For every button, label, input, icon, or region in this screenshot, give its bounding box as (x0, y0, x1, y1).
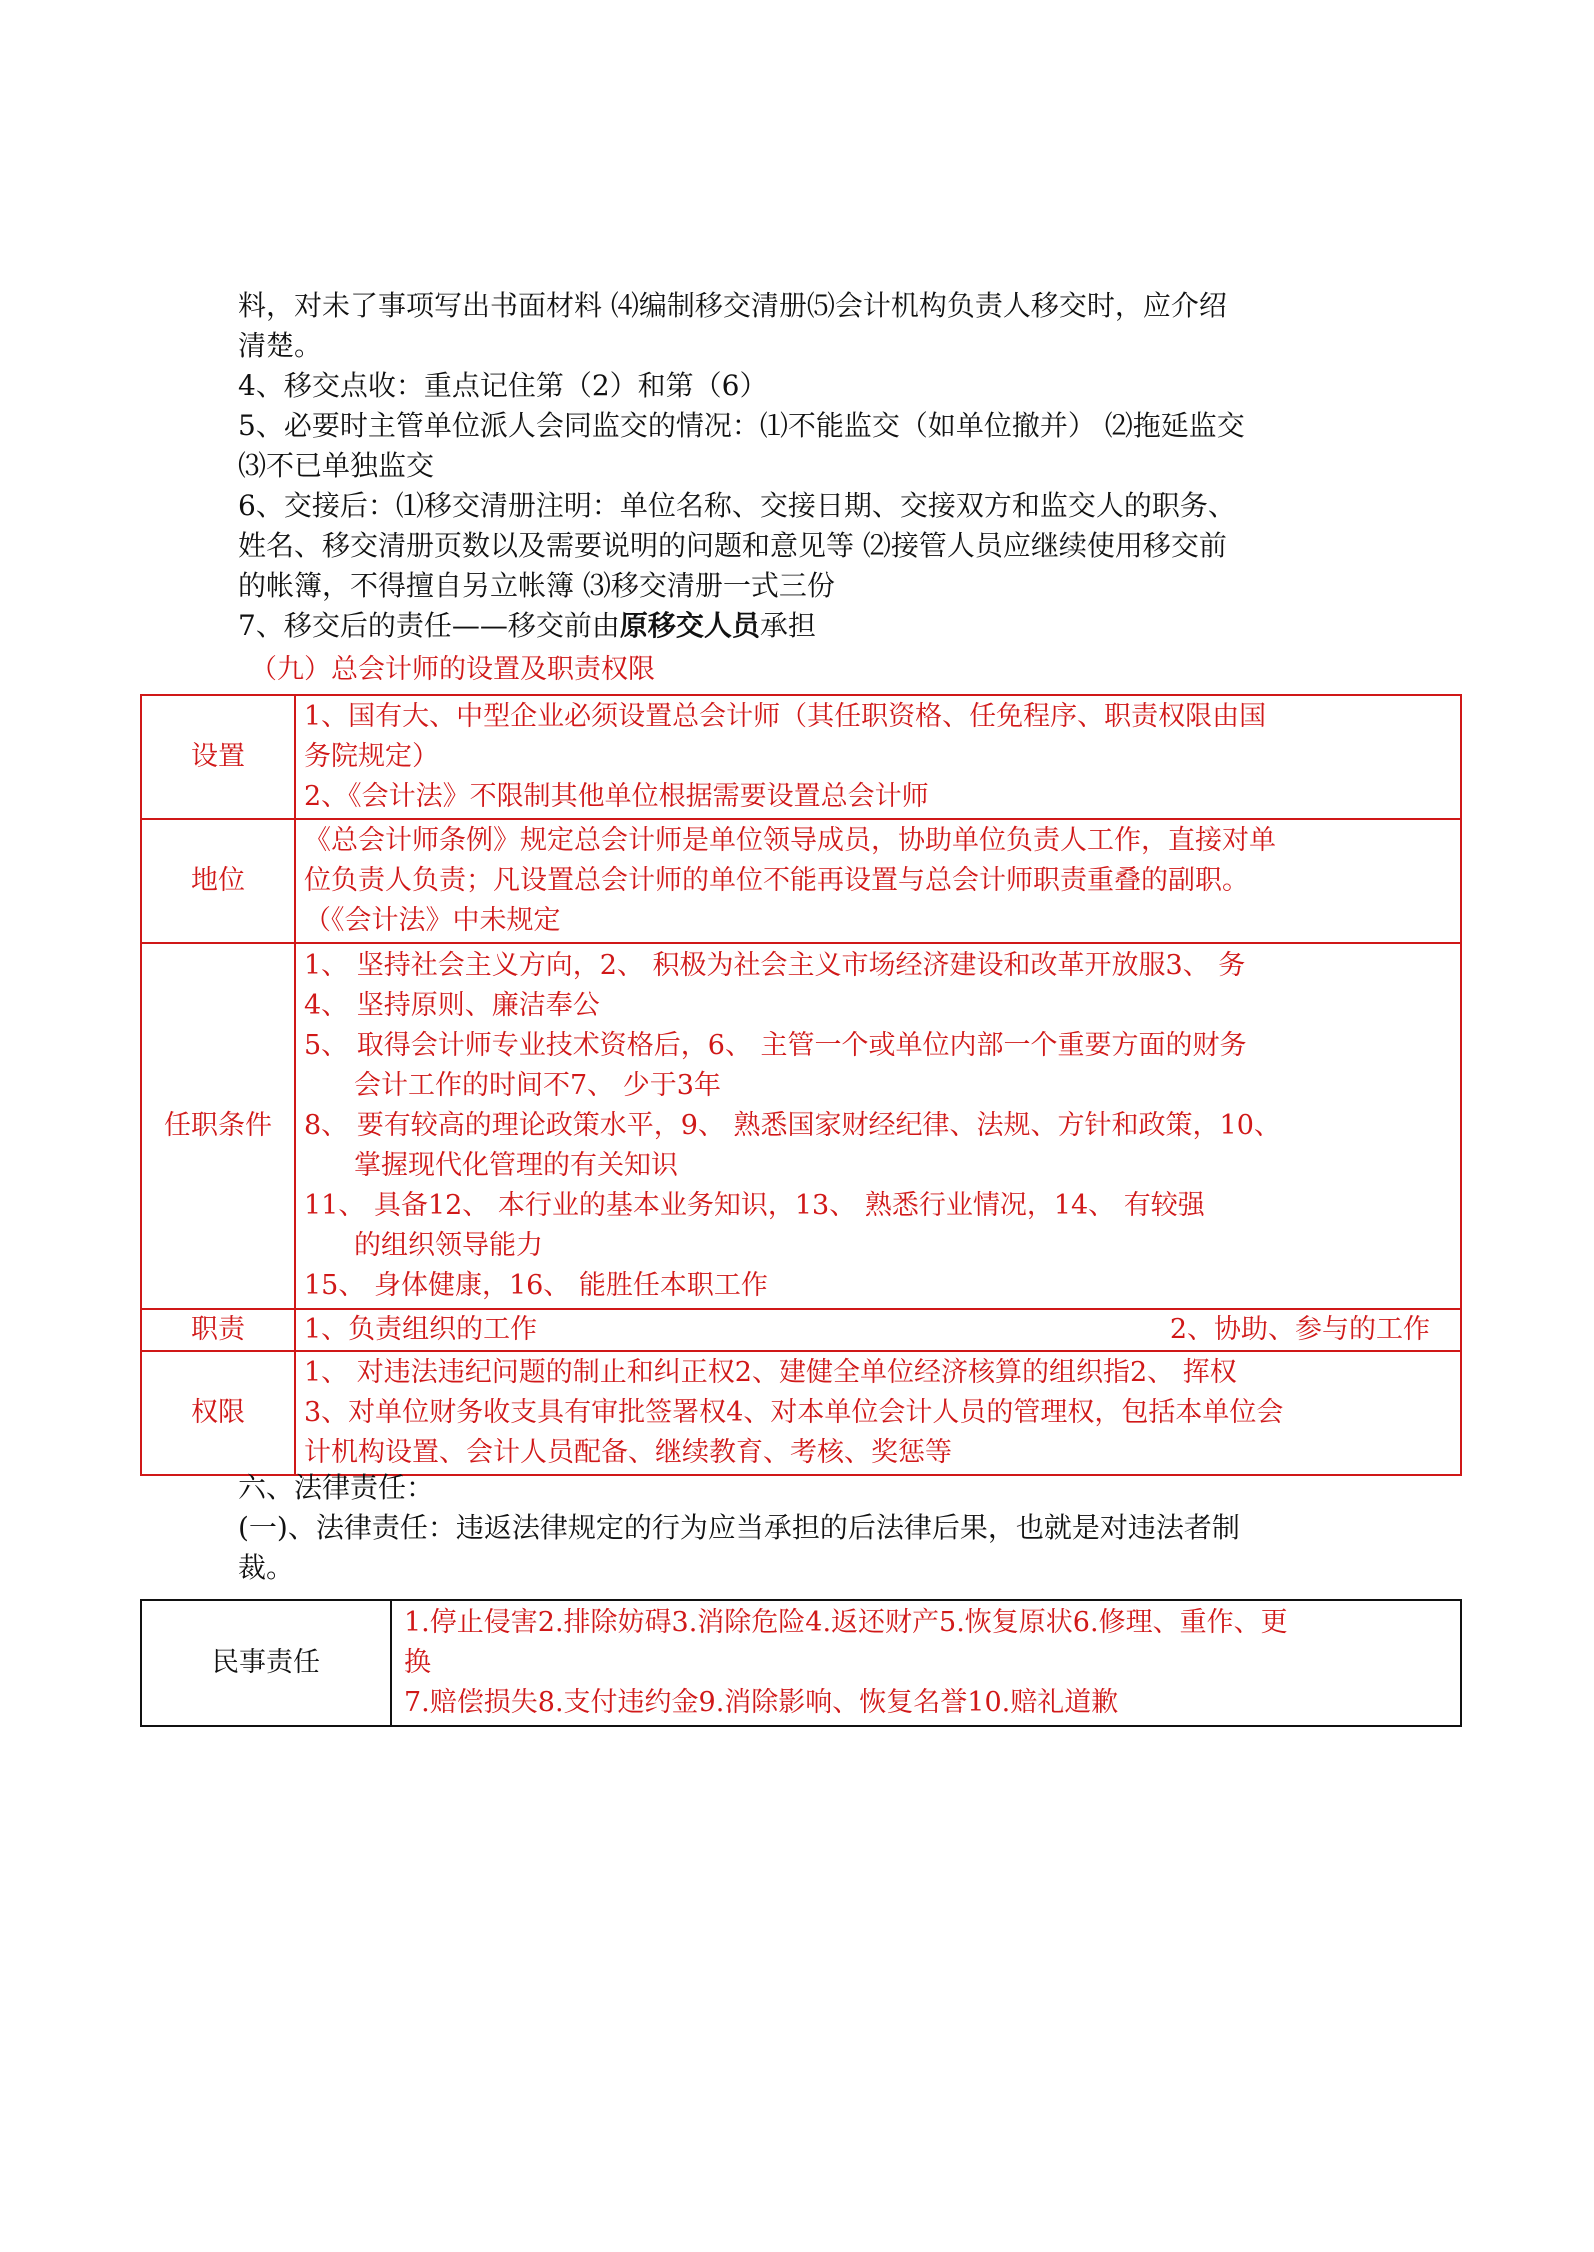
content-line: （《会计法》中未规定 (304, 905, 561, 936)
section-6 (238, 1468, 1368, 1588)
content-line: 8、 要有较高的理论政策水平，9、 熟悉国家财经纪律、法规、方针和政策，10、 (304, 1110, 1281, 1141)
line-7 (238, 606, 1368, 646)
line-7-prefix: 7、移交后的责任——移交前由 (238, 609, 620, 642)
intro-line: 姓名、移交清册页数以及需要说明的问题和意见等 ⑵接管人员应继续使用移交前 (238, 529, 1227, 562)
content-line: 15、 身体健康，16、 能胜任本职工作 (304, 1270, 768, 1301)
civil-liability-label: 民事责任 (141, 1600, 391, 1726)
row-label-duties: 职责 (141, 1309, 295, 1351)
content-line: 1、 对违法违纪问题的制止和纠正权2、建健全单位经济核算的组织指2、 挥权 (304, 1357, 1237, 1388)
intro-line: 5、必要时主管单位派人会同监交的情况：⑴不能监交（如单位撤并） ⑵拖延监交 (238, 409, 1245, 442)
line-7-suffix: 承担 (759, 609, 816, 642)
content-line: 1、 坚持社会主义方向，2、 积极为社会主义市场经济建设和改革开放服3、 务 (304, 950, 1246, 981)
intro-line: ⑶不已单独监交 (238, 449, 435, 482)
legal-def-line: (一)、法律责任：违返法律规定的行为应当承担的后法律后果，也就是对违法者制 (238, 1511, 1240, 1544)
row-content-setup (295, 695, 1461, 819)
content-line: 3、对单位财务收支具有审批签署权4、对本单位会计人员的管理权，包括本单位会 (304, 1397, 1284, 1428)
intro-line: 6、交接后：⑴移交清册注明：单位名称、交接日期、交接双方和监交人的职务、 (238, 489, 1236, 522)
table-row (141, 695, 1461, 819)
intro-line: 4、移交点收：重点记住第（2）和第（6） (238, 369, 768, 402)
content-line: 1.停止侵害2.排除妨碍3.消除危险4.返还财产5.恢复原状6.修理、重作、更 (404, 1607, 1288, 1638)
section-6-title: 六、法律责任： (238, 1471, 435, 1504)
table-row (141, 1351, 1461, 1475)
row-label-setup: 设置 (141, 695, 295, 819)
cfo-table (140, 694, 1462, 1476)
content-line: 5、 取得会计师专业技术资格后，6、 主管一个或单位内部一个重要方面的财务 (304, 1030, 1247, 1061)
table-row (141, 943, 1461, 1309)
row-content-qualifications (295, 943, 1461, 1309)
content-line: 掌握现代化管理的有关知识 (354, 1150, 678, 1181)
duty-left: 1、负责组织的工作 (304, 1314, 538, 1345)
duty-right: 2、协助、参与的工作 (1169, 1314, 1430, 1345)
civil-liability-table (140, 1599, 1462, 1727)
content-line: 11、 具备12、 本行业的基本业务知识，13、 熟悉行业情况，14、 有较强 (304, 1190, 1205, 1221)
row-label-status: 地位 (141, 819, 295, 943)
content-line: 2、《会计法》不限制其他单位根据需要设置总会计师 (304, 781, 929, 812)
section-9-title: （九）总会计师的设置及职责权限 (250, 654, 655, 685)
content-line: 换 (404, 1647, 431, 1678)
content-line: 7.赔偿损失8.支付违约金9.消除影响、恢复名誉10.赔礼道歉 (404, 1687, 1119, 1718)
intro-text (238, 286, 1368, 646)
intro-line: 料，对未了事项写出书面材料 ⑷编制移交清册⑸会计机构负责人移交时，应介绍 (238, 289, 1227, 322)
intro-line: 清楚。 (238, 329, 323, 362)
content-line: 《总会计师条例》规定总会计师是单位领导成员，协助单位负责人工作，直接对单 (304, 825, 1276, 856)
content-line: 位负责人负责；凡设置总会计师的单位不能再设置与总会计师职责重叠的副职。 (304, 865, 1249, 896)
row-content-status (295, 819, 1461, 943)
content-line: 会计工作的时间不7、 少于3年 (354, 1070, 721, 1101)
table-row (141, 1309, 1461, 1351)
content-line: 的组织领导能力 (354, 1230, 543, 1261)
table-row (141, 1600, 1461, 1726)
content-line: 4、 坚持原则、廉洁奉公 (304, 990, 600, 1021)
content-line: 务院规定） (304, 741, 439, 772)
row-label-authority: 权限 (141, 1351, 295, 1475)
content-line: 1、国有大、中型企业必须设置总会计师（其任职资格、任免程序、职责权限由国 (304, 701, 1267, 732)
row-content-duties (295, 1309, 1461, 1351)
legal-def-line: 裁。 (238, 1551, 295, 1584)
row-content-authority (295, 1351, 1461, 1475)
line-7-bold: 原移交人员 (619, 609, 760, 642)
row-label-qualifications: 任职条件 (141, 943, 295, 1309)
civil-liability-content (391, 1600, 1461, 1726)
intro-line: 的帐簿，不得擅自另立帐簿 ⑶移交清册一式三份 (238, 569, 835, 602)
table-row (141, 819, 1461, 943)
content-line: 计机构设置、会计人员配备、继续教育、考核、奖惩等 (304, 1437, 952, 1468)
